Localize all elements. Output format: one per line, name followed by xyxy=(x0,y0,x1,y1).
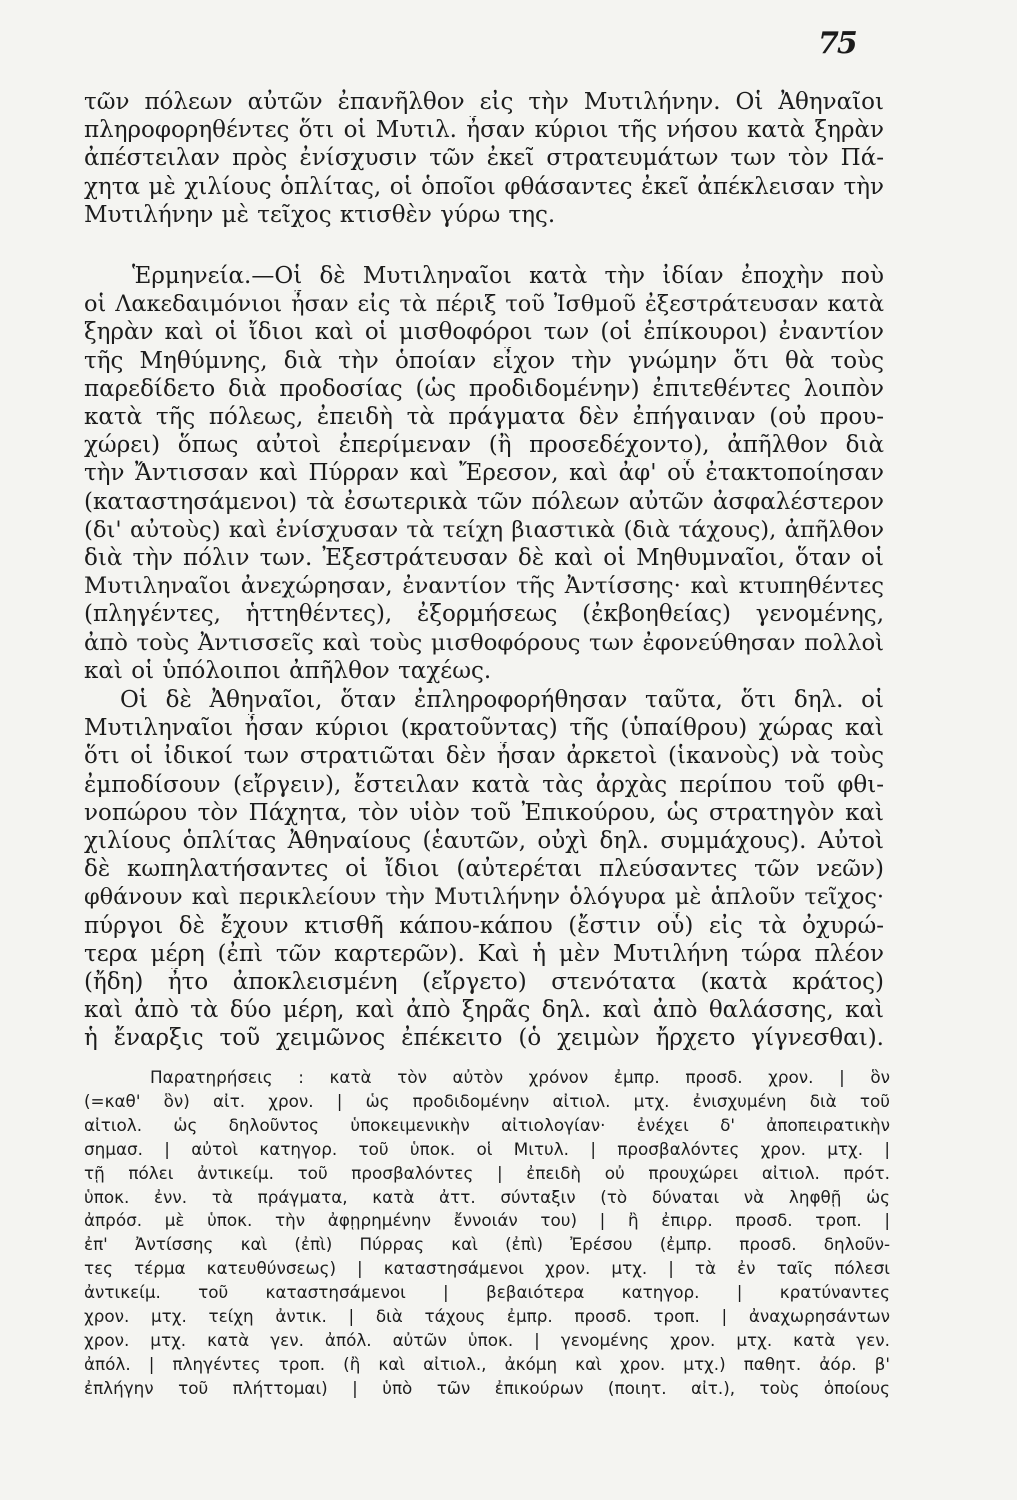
text-line: ἀπὸ τοὺς Ἀντισσεῖς καὶ τοὺς μισθοφόρους των ἐφονεύθησαν πολλοὶ xyxy=(84,629,884,656)
note-line: ἀντικείμ. τοῦ καταστησάμενοι | βεβαιότερα κατηγορ. | κρατύναντες xyxy=(84,1282,890,1303)
note-line: (=καθ' ὃν) αἰτ. χρον. | ὡς προδιδομένην αἰτιολ. μτχ. ἐνισχυμένη διὰ τοῦ xyxy=(84,1090,890,1111)
text-line: ἐμποδίσουν (εἴργειν), ἔστειλαν κατὰ τὰς ἀρχὰς περίπου τοῦ φθι- xyxy=(84,771,884,798)
page-number: 75 xyxy=(818,26,856,61)
text-line: καὶ οἱ ὑπόλοιποι ἀπῆλθον ταχέως. xyxy=(84,657,492,684)
text-line: Μυτιληναῖοι ἦσαν κύριοι (κρατοῦντας) τῆς (ὑπαίθρου) χώρας καὶ xyxy=(84,715,884,742)
text-line: φθάνουν καὶ περικλείουν τὴν Μυτιλήνην ὁλόγυρα μὲ ἁπλοῦν τεῖχος· xyxy=(84,884,884,911)
text-line: τερα μέρη (ἐπὶ τῶν καρτερῶν). Καὶ ἡ μὲν Μυτιλήνη τώρα πλέον xyxy=(84,940,884,967)
text-line: καὶ ἀπὸ τὰ δύο μέρη, καὶ ἀπὸ ξηρᾶς δηλ. καὶ ἀπὸ θαλάσσης, καὶ xyxy=(84,997,884,1024)
note-line: ἀπόλ. | πληγέντες τροπ. (ἢ καὶ αἰτιολ., ἀκόμη καὶ χρον. μτχ.) παθητ. ἀόρ. β' xyxy=(84,1353,890,1374)
note-line: ἐπλήγην τοῦ πλήττομαι) | ὑπὸ τῶν ἐπικούρων (ποιητ. αἰτ.), τοὺς ὁποίους xyxy=(84,1377,890,1398)
text-line: χώρει) ὅπως αὐτοὶ ἐπερίμεναν (ἢ προσεδέχοντο), ἀπῆλθον διὰ xyxy=(84,432,884,459)
text-line: Ἑρμηνεία.—Οἱ δὲ Μυτιληναῖοι κατὰ τὴν ἰδίαν ἐποχὴν ποὺ xyxy=(132,263,884,289)
text-line: τῆς Μηθύμνης, διὰ τὴν ὁποίαν εἶχον τὴν γνώμην ὅτι θὰ τοὺς xyxy=(84,347,884,374)
note-line: τῇ πόλει ἀντικείμ. τοῦ προσβαλόντες | ἐπειδὴ οὐ προυχώρει αἰτιολ. πρότ. xyxy=(84,1162,890,1183)
text-line: δὲ κωπηλατήσαντες οἱ ἴδιοι (αὐτερέται πλεύσαντες τῶν νεῶν) xyxy=(84,856,884,883)
text-line: τῶν πόλεων αὐτῶν ἐπανῆλθον εἰς τὴν Μυτιλήνην. Οἱ Ἀθηναῖοι xyxy=(84,89,884,115)
note-line: τες τέρμα κατευθύνσεως) | καταστησάμενοι χρον. μτχ. | τὰ ἐν ταῖς πόλεσι xyxy=(84,1258,890,1279)
note-line: ἀπρόσ. μὲ ὑποκ. τὴν ἀφῃρημένην ἔννοιάν του) | ἢ ἐπιρρ. προσδ. τροπ. | xyxy=(84,1210,890,1231)
note-line: αἰτιολ. ὡς δηλοῦντος ὑποκειμενικὴν αἰτιολογίαν· ἐνέχει δ' ἀποπειρατικὴν xyxy=(84,1114,890,1135)
text-line: (δι' αὐτοὺς) καὶ ἐνίσχυσαν τὰ τείχη βιαστικὰ (διὰ τάχους), ἀπῆλθον xyxy=(84,516,884,543)
text-line: πύργοι δὲ ἔχουν κτισθῆ κάπου-κάπου (ἔστιν οὗ) εἰς τὰ ὀχυρώ- xyxy=(84,912,884,939)
text-line: ἀπέστειλαν πρὸς ἐνίσχυσιν τῶν ἐκεῖ στρατευμάτων των τὸν Πά- xyxy=(84,145,884,172)
text-line: κατὰ τῆς πόλεως, ἐπειδὴ τὰ πράγματα δὲν ἐπήγαιναν (οὐ πρου- xyxy=(84,404,884,431)
paragraph-3 xyxy=(84,686,884,1053)
text-line: διὰ τὴν πόλιν των. Ἐξεστράτευσαν δὲ καὶ οἱ Μηθυμναῖοι, ὅταν οἱ xyxy=(84,545,884,572)
text-line: ὅτι οἱ ἰδικοί των στρατιῶται δὲν ἦσαν ἀρκετοὶ (ἱκανοὺς) νὰ τοὺς xyxy=(84,743,884,770)
note-line: χρον. μτχ. κατὰ γεν. ἀπόλ. αὐτῶν ὑποκ. | γενομένης χρον. μτχ. κατὰ γεν. xyxy=(84,1329,890,1350)
text-line: (καταστησάμενοι) τὰ ἐσωτερικὰ τῶν πόλεων αὐτῶν ἀσφαλέστερον xyxy=(84,488,884,515)
text-line: Οἱ δὲ Ἀθηναῖοι, ὅταν ἐπληροφορήθησαν ταῦτα, ὅτι δηλ. οἱ xyxy=(120,687,884,713)
note-line: ἐπ' Ἀντίσσης καὶ (ἐπὶ) Πύρρας καὶ (ἐπὶ) Ἐρέσου (ἐμπρ. προσδ. δηλοῦν- xyxy=(84,1234,890,1255)
text-line: Μυτιλήνην μὲ τεῖχος κτισθὲν γύρω της. xyxy=(84,201,556,228)
text-line: νοπώρου τὸν Πάχητα, τὸν υἱὸν τοῦ Ἐπικούρου, ὡς στρατηγὸν καὶ xyxy=(84,799,884,826)
note-line: σημασ. | αὐτοὶ κατηγορ. τοῦ ὑποκ. οἱ Μιτυλ. | προσβαλόντες χρον. μτχ. | xyxy=(84,1138,890,1159)
text-line: (ἤδη) ἦτο ἀποκλεισμένη (εἴργετο) στενότατα (κατὰ κράτος) xyxy=(84,969,884,996)
note-line: χρον. μτχ. τείχη ἀντικ. | διὰ τάχους ἐμπρ. προσδ. τροπ. | ἀναχωρησάντων xyxy=(84,1306,890,1327)
grammatical-notes xyxy=(84,1066,890,1401)
text-line: (πληγέντες, ἡττηθέντες), ἐξορμήσεως (ἐκβοηθείας) γενομένης, xyxy=(84,601,884,628)
note-line: ὑποκ. ἐνν. τὰ πράγματα, κατὰ ἀττ. σύνταξιν (τὸ δύναται νὰ ληφθῇ ὡς xyxy=(84,1186,890,1207)
paragraph-2-interpretation xyxy=(84,262,884,685)
text-line: ξηρὰν καὶ οἱ ἴδιοι καὶ οἱ μισθοφόροι των (οἱ ἐπίκουροι) ἐναντίον xyxy=(84,319,884,346)
text-line: ἡ ἔναρξις τοῦ χειμῶνος ἐπέκειτο (ὁ χειμὼν ἤρχετο γίγνεσθαι). xyxy=(84,1025,884,1052)
text-line: χητα μὲ χιλίους ὁπλίτας, οἱ ὁποῖοι φθάσαντες ἐκεῖ ἀπέκλεισαν τὴν xyxy=(84,173,884,200)
text-line: οἱ Λακεδαιμόνιοι ἦσαν εἰς τὰ πέριξ τοῦ Ἰσθμοῦ ἐξεστράτευσαν κατὰ xyxy=(84,291,884,318)
text-line: Μυτιληναῖοι ἀνεχώρησαν, ἐναντίον τῆς Ἀντίσσης· καὶ κτυπηθέντες xyxy=(84,573,884,600)
text-line: πληροφορηθέντες ὅτι οἱ Μυτιλ. ἦσαν κύριοι τῆς νήσου κατὰ ξηρὰν xyxy=(84,117,884,144)
text-line: τὴν Ἄντισσαν καὶ Πύρραν καὶ Ἔρεσον, καὶ ἀφ' οὗ ἐτακτοποίησαν xyxy=(84,460,884,487)
text-line: παρεδίδετο διὰ προδοσίας (ὡς προδιδομένην) ἐπιτεθέντες λοιπὸν xyxy=(84,375,884,402)
paragraph-1 xyxy=(84,88,884,229)
note-line: Παρατηρήσεις : κατὰ τὸν αὐτὸν χρόνον ἐμπρ. προσδ. χρον. | ὃν xyxy=(150,1067,890,1087)
text-line: χιλίους ὁπλίτας Ἀθηναίους (ἑαυτῶν, οὐχὶ δηλ. συμμάχους). Αὐτοὶ xyxy=(84,828,884,855)
